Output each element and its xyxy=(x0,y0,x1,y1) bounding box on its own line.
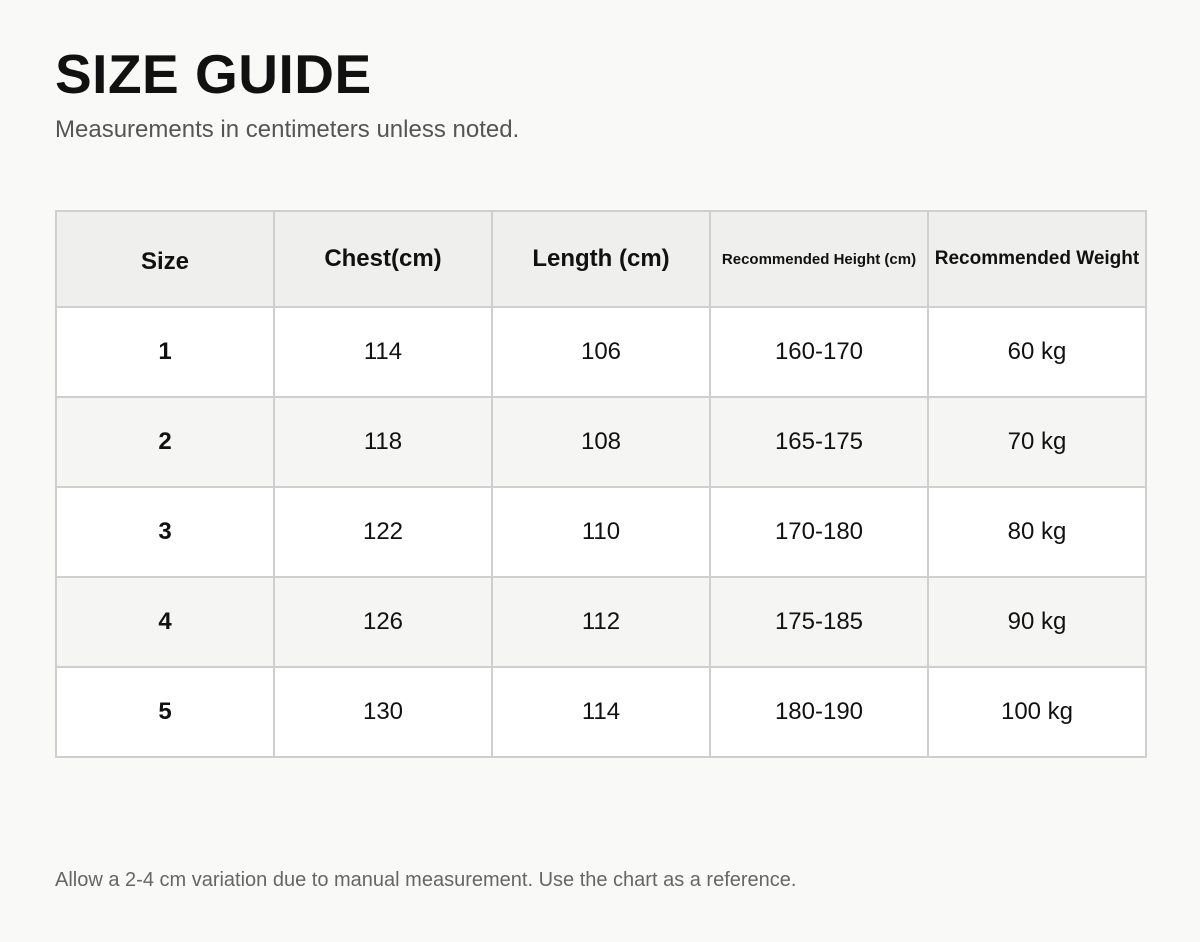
page-subtitle: Measurements in centimeters unless noted. xyxy=(55,116,520,143)
column-header-recommended-height: Recommended Height (cm) xyxy=(710,211,928,307)
cell-chest: 114 xyxy=(274,307,492,397)
cell-chest: 130 xyxy=(274,667,492,757)
cell-chest: 118 xyxy=(274,397,492,487)
size-table xyxy=(55,210,1147,758)
cell-weight: 60 kg xyxy=(928,307,1146,397)
cell-height: 180-190 xyxy=(710,667,928,757)
cell-length: 114 xyxy=(492,667,710,757)
column-header-size: Size xyxy=(56,211,274,307)
cell-length: 112 xyxy=(492,577,710,667)
cell-height: 170-180 xyxy=(710,487,928,577)
cell-length: 106 xyxy=(492,307,710,397)
cell-length: 108 xyxy=(492,397,710,487)
table-row xyxy=(56,577,1146,667)
column-header-chest: Chest(cm) xyxy=(274,211,492,307)
column-header-length: Length (cm) xyxy=(492,211,710,307)
cell-height: 165-175 xyxy=(710,397,928,487)
cell-chest: 126 xyxy=(274,577,492,667)
cell-height: 175-185 xyxy=(710,577,928,667)
table-header xyxy=(56,211,1146,307)
cell-chest: 122 xyxy=(274,487,492,577)
cell-size: 4 xyxy=(56,577,274,667)
cell-weight: 90 kg xyxy=(928,577,1146,667)
footnote: Allow a 2-4 cm variation due to manual measurement. Use the chart as a reference. xyxy=(55,869,797,891)
cell-length: 110 xyxy=(492,487,710,577)
cell-weight: 80 kg xyxy=(928,487,1146,577)
cell-height: 160-170 xyxy=(710,307,928,397)
cell-size: 3 xyxy=(56,487,274,577)
cell-size: 1 xyxy=(56,307,274,397)
cell-weight: 100 kg xyxy=(928,667,1146,757)
table-row xyxy=(56,397,1146,487)
table-body xyxy=(56,307,1146,757)
header-row xyxy=(56,211,1146,307)
table-row xyxy=(56,487,1146,577)
cell-size: 2 xyxy=(56,397,274,487)
cell-weight: 70 kg xyxy=(928,397,1146,487)
column-header-recommended-weight: Recommended Weight xyxy=(928,211,1146,307)
table-row xyxy=(56,307,1146,397)
table-row xyxy=(56,667,1146,757)
page-title: SIZE GUIDE xyxy=(55,43,372,105)
cell-size: 5 xyxy=(56,667,274,757)
